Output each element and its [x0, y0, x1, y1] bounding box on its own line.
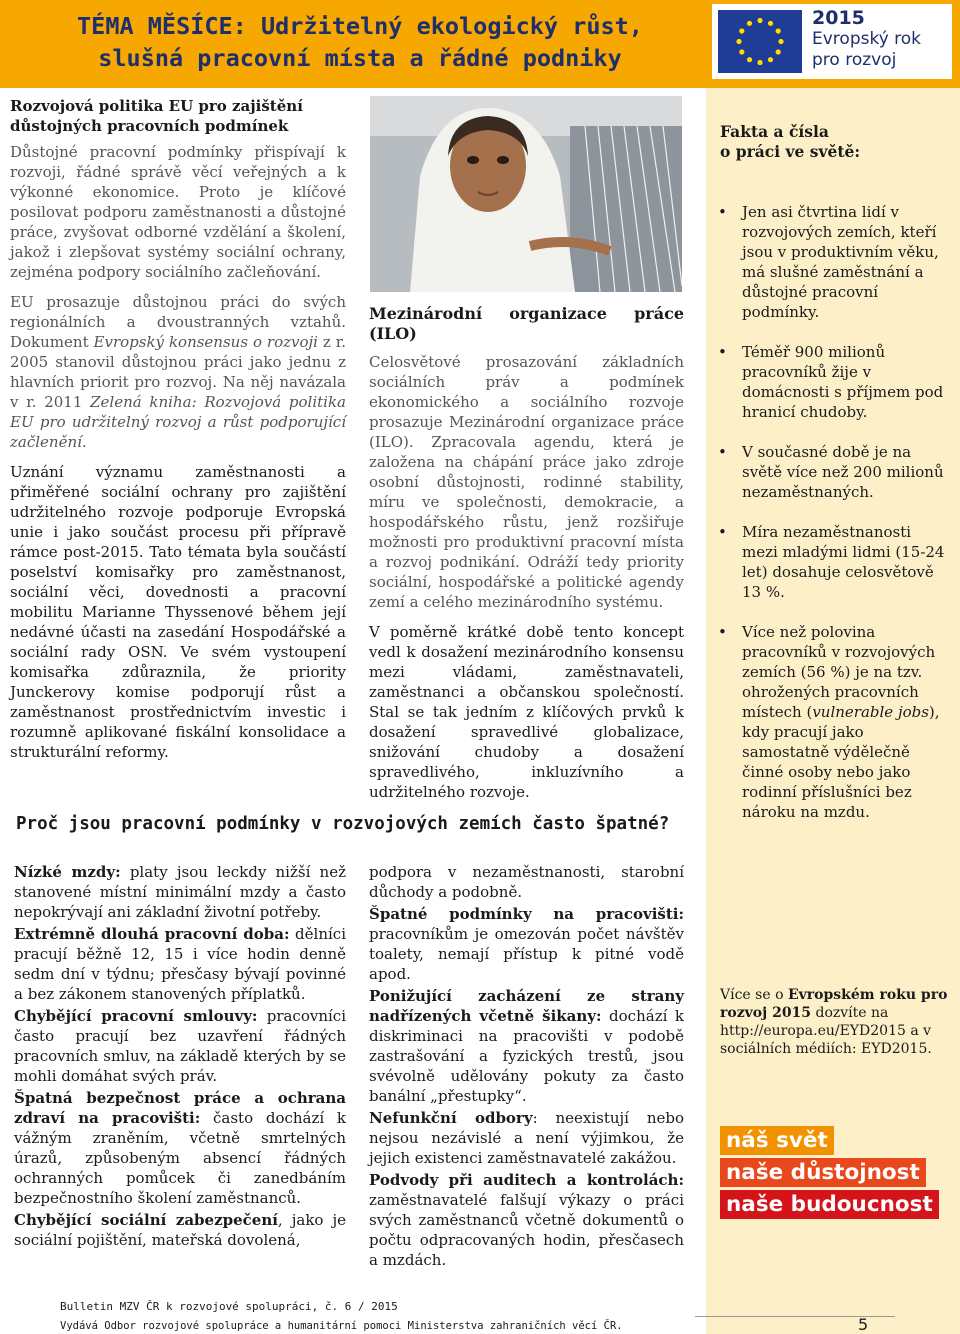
problem-text: zaměstnavatelé falšují výkazy o práci svých zaměstnanců včetně dokumentů o počtu odpracovaných hodin, přesčasech a mzdách.	[369, 1191, 684, 1269]
problem-item	[14, 1006, 346, 1086]
eu-policy-article	[10, 96, 346, 772]
flag-star	[757, 18, 762, 23]
bullet-icon: •	[718, 443, 727, 461]
fact-text: Více než polovina pracovníků v rozvojových zemích (56 %) je na tzv. ohrožených pracovních místech (	[742, 623, 936, 721]
bullet-icon: •	[718, 343, 727, 361]
page-number: 5	[858, 1315, 869, 1334]
fact-item	[712, 442, 948, 502]
flag-star	[768, 57, 773, 62]
more-info-text-c: dozvíte na http://europa.eu/EYD2015 a v sociálních médiích: EYD2015.	[720, 1005, 932, 1057]
problem-term: Nízké mzdy:	[14, 863, 121, 881]
problem-text: podpora v nezaměstnanosti, starobní důchody a podobně.	[369, 863, 684, 901]
european-year-logo	[712, 4, 952, 79]
fact-text: Téměř 900 milionů pracovníků žije v domácnosti s příjmem pod hranicí chudoby.	[742, 343, 944, 421]
problem-item	[369, 986, 684, 1106]
p2-text-c: z r. 2005 stanovil důstojnou práci jako jednu z hlavních priorit pro rozvoj. Na něj navázala v r. 2011	[10, 333, 346, 411]
ilo-paragraph-1: Celosvětové prosazování základních sociálních práv a podmínek ekonomického a sociálního rozvoje prosazuje Mezinárodní organizace práce (ILO). Zpracovala agendu, která je založena na chápání práce jako zdroje osobní důstojnosti, rodinné stability, míru ve společnosti, demokracie, a hospodářského růstu, jenž rozšiřuje možnosti pro produktivní pracovní místa a rozvoj podnikání. Odráží tedy priority sociální, hospodářské a politické agendy zemí a celého mezinárodního systému.	[369, 353, 684, 611]
problem-text: pracovníci často pracují bez uzavření řádných pracovních smluv, na základě kterých by se mohli domáhat svých práv.	[14, 1007, 346, 1085]
flag-star	[739, 28, 744, 33]
facts-list	[712, 202, 948, 842]
fact-text: ), kdy pracují jako samostatně výdělečně činné osoby nebo jako rodinní příslušníci bez nároku na mzdu.	[742, 703, 940, 821]
problem-text: dělníci pracují běžně 12, 15 i více hodin denně sedm dní v týdnu; přesčasy bývají povinné a bez zákonem stanovených příplatků.	[14, 925, 346, 1003]
flag-star	[778, 39, 783, 44]
page-title	[40, 10, 680, 74]
eu-policy-paragraph-2	[10, 292, 346, 452]
problem-item	[369, 1108, 684, 1168]
problem-term: Ponižující zacházení ze strany nadřízených včetně šikany:	[369, 987, 684, 1025]
motto-line-1: náš svět	[720, 1126, 834, 1155]
problem-text: často dochází k vážným zraněním, včetně smrtelných úrazů, způsobeným absencí řádných ochranných pomůcek či zanedbáním bezpečnostního školení zaměstnanců.	[14, 1109, 346, 1207]
problem-item	[369, 904, 684, 984]
eu-policy-paragraph-1: Důstojné pracovní podmínky přispívají k rozvoji, řádné správě věcí veřejných a k výkonné ekonomice. Proto je klíčové posilovat podporu zaměstnanosti a důstojné práce, zvyšovat odborné vzdělání a školení, jakož i zlepšovat systémy sociální ochrany, zejména podpory sociálního začleňování.	[10, 143, 346, 281]
logo-line-1: Evropský rok	[812, 29, 922, 49]
facts-title	[720, 122, 950, 162]
motto-line-3: naše budoucnost	[720, 1190, 939, 1219]
logo-year: 2015	[812, 7, 865, 29]
flag-star	[768, 21, 773, 26]
problem-text: , jako je sociální pojištění, mateřská dovolená,	[14, 1211, 346, 1249]
ilo-article	[369, 304, 684, 812]
more-info	[720, 986, 950, 1058]
flag-star	[757, 60, 762, 65]
problem-item	[369, 862, 684, 902]
motto-line-2: naše důstojnost	[720, 1158, 926, 1187]
title-line-2: slušná pracovní místa a řádné podniky	[98, 44, 622, 72]
more-info-year-name: Evropském roku pro rozvoj 2015	[720, 987, 948, 1021]
flag-star	[739, 49, 744, 54]
p2-text-a: EU prosazuje důstojnou práci do svých regionálních a dvoustranných vztahů. Dokument	[10, 293, 346, 351]
problem-text: dochází k diskriminaci na pracovišti v podobě zastrašování a fyzických trestů, jsou svévolně udělovány pokuty za často banální „přestupky“.	[369, 1007, 684, 1105]
problem-item	[14, 924, 346, 1004]
problem-item	[14, 862, 346, 922]
footer-publisher: Vydává Odbor rozvojové spolupráce a humanitární pomoci Ministerstva zahraničních věcí ČR.	[60, 1320, 623, 1332]
eu-policy-heading: Rozvojová politika EU pro zajištění důstojných pracovních podmínek	[10, 97, 303, 135]
bullet-icon: •	[718, 623, 727, 641]
campaign-motto	[720, 1126, 940, 1222]
flag-star	[747, 21, 752, 26]
ilo-paragraph-2: V poměrně krátké době tento koncept vedl k dosažení mezinárodního konsensu mezi vládami, zaměstnavateli, zaměstnanci a občanskou společností. Stal se tak jedním z klíčových prvků k dosažení spravedlivé globalizace, snižování chudoby a dosažení spravedlivého, inkluzívního a udržitelného rozvoje.	[369, 623, 684, 801]
fact-term-italic: vulnerable jobs	[812, 703, 929, 721]
eu-flag-icon	[718, 10, 802, 73]
weaver-photo	[370, 96, 682, 292]
problem-text: platy jsou leckdy nižší než stanovené místní minimální mzdy a často nepokrývají ani základní životní potřeby.	[14, 863, 346, 921]
problem-term: Chybějící sociální zabezpečení	[14, 1211, 278, 1229]
problem-item	[369, 1170, 684, 1270]
problem-item	[14, 1088, 346, 1208]
fact-text: Jen asi čtvrtina lidí v rozvojových zemích, kteří jsou v produktivním věku, má slušné zaměstnání a důstojné pracovní podmínky.	[742, 203, 939, 321]
bullet-icon: •	[718, 203, 727, 221]
facts-title-line-2: o práci ve světě:	[720, 142, 861, 161]
flag-star	[736, 39, 741, 44]
problems-list-left	[14, 862, 346, 1252]
bullet-icon: •	[718, 523, 727, 541]
logo-line-2: pro rozvoj	[812, 50, 897, 70]
problem-text: : neexistují nebo nejsou nezávislé a není výjimkou, že jejich existenci zaměstnavatelé zakážou.	[369, 1109, 684, 1167]
fact-text: V současné době je na světě více než 200 milionů nezaměstnaných.	[742, 443, 944, 501]
problem-term: Nefunkční odbory	[369, 1109, 533, 1127]
eu-policy-paragraph-3: Uznání významu zaměstnanosti a přiměřené sociální ochrany pro zajištění udržitelného rozvoje podporuje Evropská unie i jako součást procesu při přípravě rámce post-2015. Tato témata byla součástí poselství komisařky pro zaměstnanost, sociální věci, dovednosti a pracovní mobilitu Marianne Thyssenové během její nedávné účasti na zasedání Hospodářské a sociální rady OSN. Ve svém vystoupení komisařka zdůraznila, že priority Junckerovy komise podporují růst a zaměstnanost prostřednictvím investic i rozumně aplikované fiskální konsolidace a strukturální reformy.	[10, 463, 346, 761]
footer-bulletin: Bulletin MZV ČR k rozvojové spolupráci, č. 6 / 2015	[60, 1300, 398, 1313]
title-line-1: TÉMA MĚSÍCE: Udržitelný ekologický růst,	[77, 12, 643, 40]
conditions-heading: Proč jsou pracovní podmínky v rozvojových zemích často špatné?	[16, 814, 670, 834]
facts-title-line-1: Fakta a čísla	[720, 122, 829, 141]
problems-list-right	[369, 862, 684, 1272]
problem-item	[14, 1210, 346, 1250]
flag-star	[747, 57, 752, 62]
p2-document-title: Evropský konsensus o rozvoji	[93, 333, 318, 351]
fact-text: Míra nezaměstnanosti mezi mladými lidmi (15-24 let) dosahuje celosvětově 13 %.	[742, 523, 945, 601]
fact-item	[712, 202, 948, 322]
problem-term: Chybějící pracovní smlouvy:	[14, 1007, 258, 1025]
flag-star	[776, 49, 781, 54]
flag-star	[776, 28, 781, 33]
problem-term: Podvody při auditech a kontrolách:	[369, 1171, 684, 1189]
fact-item	[712, 342, 948, 422]
problem-term: Špatná bezpečnost práce a ochrana zdraví na pracovišti:	[14, 1089, 346, 1127]
problem-text: pracovníkům je omezován počet návštěv toalety, nemají přístup k pitné vodě apod.	[369, 925, 684, 983]
p2-green-paper-title: Zelená kniha: Rozvojová politika EU pro udržitelný rozvoj a růst podporující začlenění.	[10, 393, 346, 451]
logo-text	[812, 8, 950, 71]
more-info-text-a: Více se o	[720, 987, 788, 1003]
problem-term: Špatné podmínky na pracovišti:	[369, 905, 684, 923]
fact-item	[712, 522, 948, 602]
problem-term: Extrémně dlouhá pracovní doba:	[14, 925, 290, 943]
ilo-heading: Mezinárodní organizace práce (ILO)	[369, 304, 684, 343]
fact-item	[712, 622, 948, 822]
